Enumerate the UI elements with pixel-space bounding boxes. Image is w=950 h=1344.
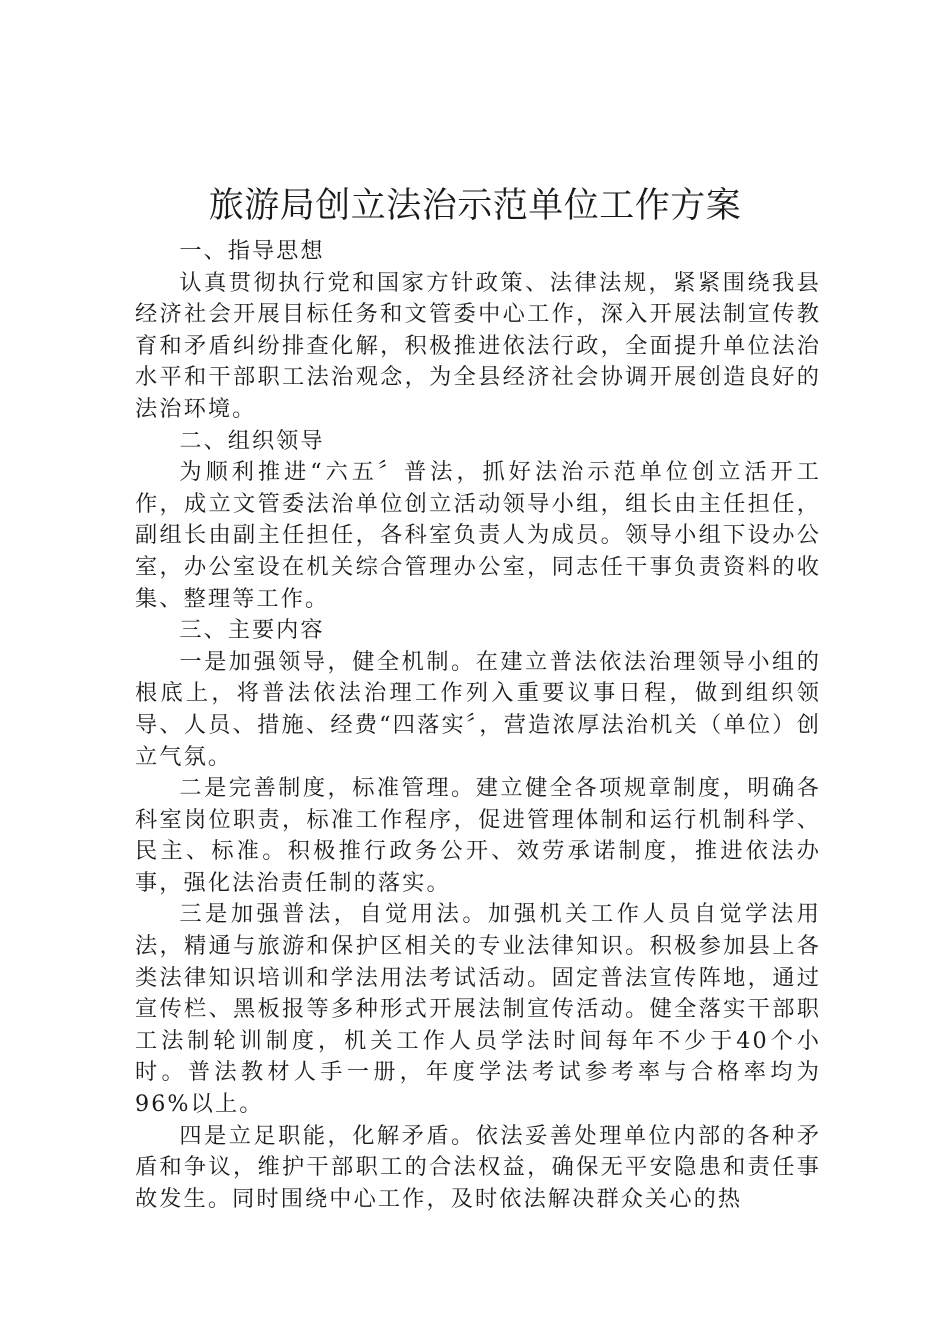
paragraph-guiding-ideology: 认真贯彻执行党和国家方针政策、法律法规，紧紧围绕我县经济社会开展目标任务和文管委中心工作，深入开展法制宣传教育和矛盾纠纷排查化解，积极推进依法行政，全面提升单位法治水平和干部职工法治观念，为全县经济社会协调开展创造良好的法治环境。 bbox=[135, 269, 821, 422]
section-heading-guiding-ideology: 一、指导思想 bbox=[179, 238, 325, 264]
section-heading-organization: 二、组织领导 bbox=[179, 427, 325, 454]
section-heading-main-content: 三、主要内容 bbox=[179, 617, 325, 644]
paragraph-content-item-1: 一是加强领导，健全机制。在建立普法依法治理领导小组的根底上，将普法依法治理工作列入重要议事日程，做到组织领导、人员、措施、经费“四落实〞，营造浓厚法治机关（单位）创立气氛。 bbox=[135, 648, 821, 770]
paragraph-content-item-2: 二是完善制度，标准管理。建立健全各项规章制度，明确各科室岗位职责，标准工作程序，促进管理体制和运行机制科学、民主、标准。积极推行政务公开、效劳承诺制度，推进依法办事，强化法治责任制的落实。 bbox=[135, 775, 821, 896]
document-body bbox=[135, 236, 821, 1215]
paragraph-content-item-4: 四是立足职能，化解矛盾。依法妥善处理单位内部的各种矛盾和争议，维护干部职工的合法权益，确保无平安隐患和责任事故发生。同时围绕中心工作，及时依法解决群众关心的热 bbox=[135, 1122, 821, 1212]
paragraph-content-item-3: 三是加强普法，自觉用法。加强机关工作人员自觉学法用法，精通与旅游和保护区相关的专业法律知识。积极参加县上各类法律知识培训和学法用法考试活动。固定普法宣传阵地，通过宣传栏、黑板报等多种形式开展法制宣传活动。健全落实干部职工法制轮训制度，机关工作人员学法时间每年不少于40个小时。普法教材人手一册，年度学法考试参考率与合格率均为96%以上。 bbox=[135, 901, 821, 1118]
document-title: 旅游局创立法治示范单位工作方案 bbox=[208, 186, 742, 226]
paragraph-organization: 为顺利推进“六五〞普法，抓好法治示范单位创立活开工作，成立文管委法治单位创立活动领导小组，组长由主任担任，副组长由副主任担任，各科室负责人为成员。领导小组下设办公室，办公室设在机关综合管理办公室，同志任干事负责资料的收集、整理等工作。 bbox=[135, 459, 821, 612]
